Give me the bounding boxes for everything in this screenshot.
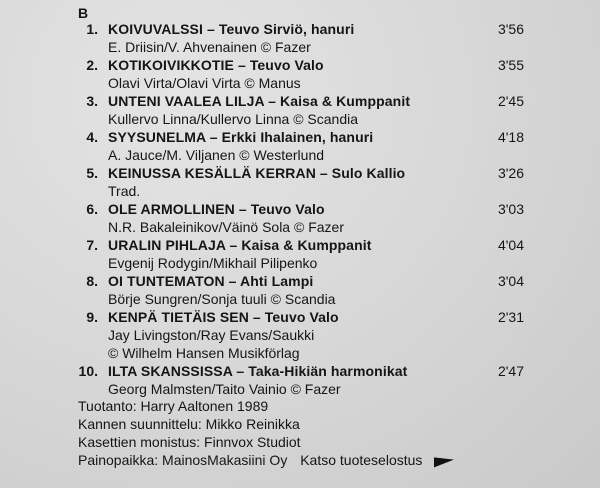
track-credit: N.R. Bakaleinikov/Väinö Sola © Fazer: [108, 219, 344, 235]
track-credit: Georg Malmsten/Taito Vainio © Fazer: [108, 381, 341, 397]
track-title: URALIN PIHLAJA – Kaisa & Kumppanit: [108, 237, 372, 253]
track-item: [0, 20, 600, 56]
track-title: KOTIKOIVIKKOTIE – Teuvo Valo: [108, 57, 324, 73]
production-line-duplication: Kasettien monistus: Finnvox Studiot: [78, 434, 301, 450]
track-duration: 3'03: [497, 201, 524, 217]
arrow-right-icon: [434, 455, 454, 468]
track-credit: Kullervo Linna/Kullervo Linna © Scandia: [108, 111, 359, 127]
track-title: OLE ARMOLLINEN – Teuvo Valo: [108, 201, 325, 217]
track-credit: Börje Sungren/Sonja tuuli © Scandia: [108, 291, 336, 307]
track-item: [0, 200, 600, 236]
track-number: 3.: [86, 93, 98, 109]
track-number: 9.: [86, 309, 98, 325]
track-number: 5.: [86, 165, 98, 181]
production-line-cover: Kannen suunnittelu: Mikko Reinikka: [78, 416, 300, 432]
track-number: 1.: [86, 21, 98, 37]
track-credit: E. Driisin/V. Ahvenainen © Fazer: [108, 39, 311, 55]
track-credit: Olavi Virta/Olavi Virta © Manus: [108, 75, 301, 91]
track-header: [0, 362, 600, 380]
track-header: [0, 236, 600, 254]
track-credit: © Wilhelm Hansen Musikförlag: [108, 345, 300, 361]
track-header: [0, 92, 600, 110]
production-line-producer: Tuotanto: Harry Aaltonen 1989: [78, 398, 269, 414]
track-credit: Jay Livingston/Ray Evans/Saukki: [108, 327, 315, 343]
track-header: [0, 272, 600, 290]
track-number: 4.: [86, 129, 98, 145]
track-header: [0, 20, 600, 38]
track-header: [0, 200, 600, 218]
track-item: [0, 362, 600, 398]
track-credit: Evgenij Rodygin/Mikhail Pilipenko: [108, 255, 318, 271]
track-title: KEINUSSA KESÄLLÄ KERRAN – Sulo Kallio: [108, 165, 406, 181]
track-duration: 2'31: [497, 309, 524, 325]
track-number: 7.: [86, 237, 98, 253]
track-title: OI TUNTEMATON – Ahti Lampi: [108, 273, 314, 289]
track-header: [0, 56, 600, 74]
track-credit: Trad.: [108, 183, 141, 199]
side-label: B: [78, 5, 89, 21]
track-duration: 3'56: [497, 21, 524, 37]
track-duration: 4'18: [497, 129, 524, 145]
track-credit: A. Jauce/M. Viljanen © Westerlund: [108, 147, 325, 163]
track-duration: 3'55: [497, 57, 524, 73]
track-title: KENPÄ TIETÄIS SEN – Teuvo Valo: [108, 309, 339, 325]
track-title: ILTA SKANSSISSA – Taka-Hikiän harmonikat: [108, 363, 408, 379]
track-duration: 3'26: [497, 165, 524, 181]
track-duration: 3'04: [497, 273, 524, 289]
track-number: 10.: [78, 363, 98, 379]
see-notes-text: Katso tuoteselostus: [300, 452, 423, 468]
production-credits: [78, 397, 454, 469]
track-header: [0, 128, 600, 146]
track-item: [0, 236, 600, 272]
track-duration: 4'04: [497, 237, 524, 253]
track-item: [0, 308, 600, 362]
track-header: [0, 164, 600, 182]
track-title: KOIVUVALSSI – Teuvo Sirviö, hanuri: [108, 21, 355, 37]
production-line-printing: [78, 451, 454, 469]
track-item: [0, 92, 600, 128]
track-list: [0, 20, 600, 398]
track-title: UNTENI VAALEA LILJA – Kaisa & Kumppanit: [108, 93, 411, 109]
track-number: 8.: [86, 273, 98, 289]
track-number: 6.: [86, 201, 98, 217]
printing-text: Painopaikka: MainosMakasiini Oy: [78, 452, 288, 468]
track-duration: 2'45: [497, 93, 524, 109]
track-item: [0, 56, 600, 92]
track-title: SYYSUNELMA – Erkki Ihalainen, hanuri: [108, 129, 374, 145]
track-item: [0, 164, 600, 200]
track-item: [0, 272, 600, 308]
track-item: [0, 128, 600, 164]
track-header: [0, 308, 600, 326]
track-number: 2.: [86, 57, 98, 73]
track-duration: 2'47: [497, 363, 524, 379]
